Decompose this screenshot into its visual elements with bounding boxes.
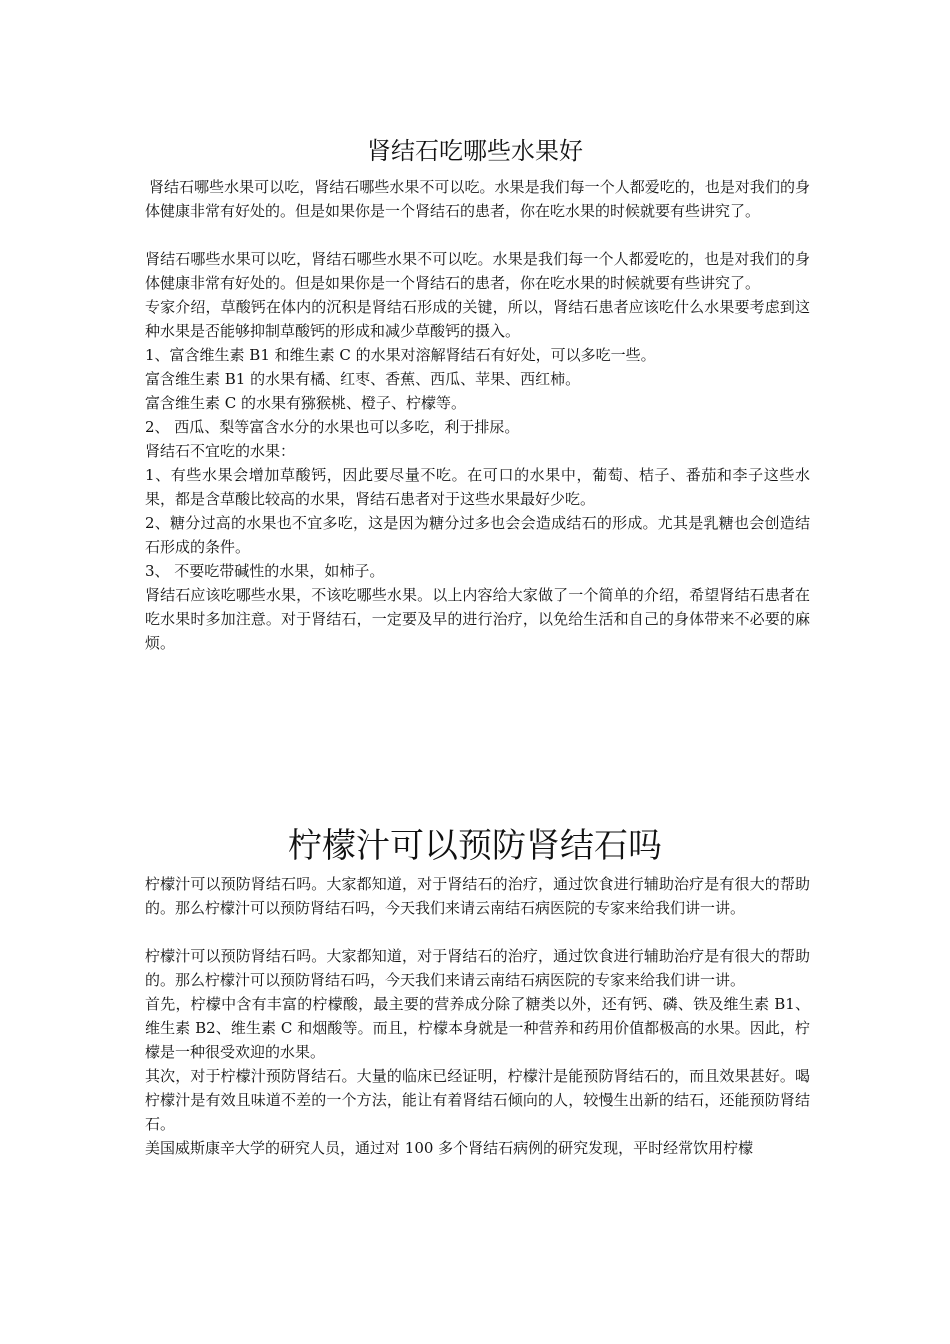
section1-body xyxy=(145,175,810,655)
section2-paragraph: 首先，柠檬中含有丰富的柠檬酸，最主要的营养成分除了糖类以外，还有钙、磷、铁及维生素 B1、维生素 B2、维生素 C 和烟酸等。而且，柠檬本身就是一种营养和药用价值都极高的水果。因此，柠檬是一种很受欢迎的水果。 xyxy=(145,995,810,1061)
section1-list-item: 2、 西瓜、梨等富含水分的水果也可以多吃，利于排尿。 xyxy=(145,418,520,436)
section1-list-item: 1、富含维生素 B1 和维生素 C 的水果对溶解肾结石有好处，可以多吃一些。 xyxy=(145,346,656,364)
section1-subheading: 肾结石不宜吃的水果： xyxy=(145,442,296,460)
section1-paragraph: 专家介绍，草酸钙在体内的沉积是肾结石形成的关键，所以，肾结石患者应该吃什么水果要考虑到这种水果是否能够抑制草酸钙的形成和减少草酸钙的摄入。 xyxy=(145,298,810,340)
section2-intro-paragraph: 柠檬汁可以预防肾结石吗。大家都知道，对于肾结石的治疗，通过饮食进行辅助治疗是有很大的帮助的。那么柠檬汁可以预防肾结石吗，今天我们来请云南结石病医院的专家来给我们讲一讲。 xyxy=(145,875,810,917)
section1-paragraph: 富含维生素 C 的水果有猕猴桃、橙子、柠檬等。 xyxy=(145,394,467,412)
section2-paragraph: 美国威斯康辛大学的研究人员，通过对 100 多个肾结石病例的研究发现，平时经常饮用柠檬 xyxy=(145,1139,754,1157)
section2-title: 柠檬汁可以预防肾结石吗 xyxy=(288,826,662,866)
section1-intro-paragraph: 肾结石哪些水果可以吃，肾结石哪些水果不可以吃。水果是我们每一个人都爱吃的，也是对我们的身体健康非常有好处的。但是如果你是一个肾结石的患者，你在吃水果的时候就要有些讲究了。 xyxy=(145,178,810,220)
section1-paragraph: 肾结石哪些水果可以吃，肾结石哪些水果不可以吃。水果是我们每一个人都爱吃的，也是对我们的身体健康非常有好处的。但是如果你是一个肾结石的患者，你在吃水果的时候就要有些讲究了。 xyxy=(145,250,810,292)
section1-title: 肾结石吃哪些水果好 xyxy=(367,137,583,165)
paragraph-gap xyxy=(145,223,810,247)
section2-paragraph: 柠檬汁可以预防肾结石吗。大家都知道，对于肾结石的治疗，通过饮食进行辅助治疗是有很大的帮助的。那么柠檬汁可以预防肾结石吗，今天我们来请云南结石病医院的专家来给我们讲一讲。 xyxy=(145,947,810,989)
section1-list-item: 1、有些水果会增加草酸钙，因此要尽量不吃。在可口的水果中，葡萄、桔子、番茄和李子这些水果，都是含草酸比较高的水果，肾结石患者对于这些水果最好少吃。 xyxy=(145,466,810,508)
section1-list-item: 3、 不要吃带碱性的水果，如柿子。 xyxy=(145,562,385,580)
section1-conclusion-paragraph: 肾结石应该吃哪些水果，不该吃哪些水果。以上内容给大家做了一个简单的介绍，希望肾结石患者在吃水果时多加注意。对于肾结石，一定要及早的进行治疗，以免给生活和自己的身体带来不必要的麻烦。 xyxy=(145,586,810,652)
section1-paragraph: 富含维生素 B1 的水果有橘、红枣、香蕉、西瓜、苹果、西红柿。 xyxy=(145,370,581,388)
paragraph-gap xyxy=(145,920,810,944)
section2-body xyxy=(145,872,810,1160)
section1-list-item: 2、糖分过高的水果也不宜多吃，这是因为糖分过多也会会造成结石的形成。尤其是乳糖也会创造结石形成的条件。 xyxy=(145,514,810,556)
section2-paragraph: 其次，对于柠檬汁预防肾结石。大量的临床已经证明，柠檬汁是能预防肾结石的，而且效果甚好。喝柠檬汁是有效且味道不差的一个方法，能让有着肾结石倾向的人，较慢生出新的结石，还能预防肾结石。 xyxy=(145,1067,810,1133)
